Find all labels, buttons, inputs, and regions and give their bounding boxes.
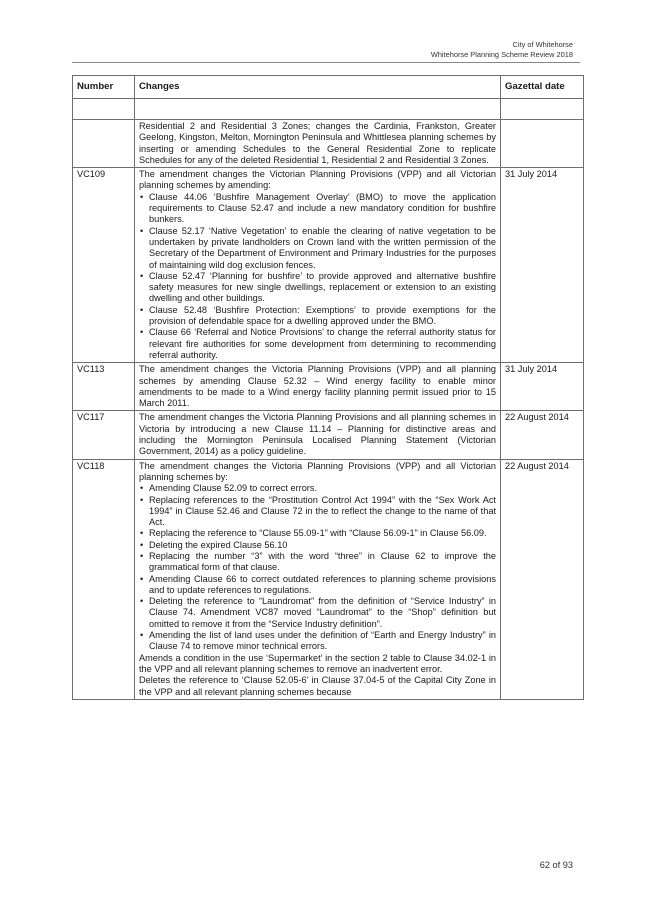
changes-list [139,192,496,361]
gazettal-date: 22 August 2014 [501,411,584,459]
table-row-vc118 [73,459,584,699]
list-item: • Replacing references to the “Prostitution Control Act 1994” with the “Sex Work Act 1994” in Clause 52.46 and Clause 72 in the to reflect the change to the name of that Act. [139,495,496,529]
table-row [73,120,584,168]
changes-cell: The amendment changes the Victoria Planning Provisions (VPP) and all planning schemes by amending Clause 52.32 – Wind energy facility to enable minor amendments to be made to a Wind energy facility planning permit issued prior to 15 March 2011. [135,363,501,411]
amendment-number: VC118 [73,459,135,699]
list-item: • Replacing the reference to “Clause 55.09-1” with “Clause 56.09-1” in Clause 56.09. [139,528,496,539]
changes-intro: The amendment changes the Victorian Planning Provisions (VPP) and all Victorian planning schemes by amending: [139,169,496,191]
list-item: • Clause 52.47 ‘Planning for bushfire’ to provide approved and alternative bushfire safety measures for new single dwellings, replacement or extension to an existing dwelling and other buildings. [139,271,496,305]
list-item: • Clause 44.06 ‘Bushfire Management Overlay’ (BMO) to move the application requirements to Clause 52.47 and include a new mandatory condition for bushfire bunkers. [139,192,496,226]
amendment-number: VC117 [73,411,135,459]
table-header-spacer-row [73,99,584,120]
amendment-number: VC109 [73,168,135,363]
table-row-vc109 [73,168,584,363]
amendments-table [72,75,584,700]
gazettal-date: 22 August 2014 [501,459,584,699]
changes-cell [135,168,501,363]
table-row-vc117 [73,411,584,459]
changes-paragraph: Deletes the reference to ‘Clause 52.05-6’ in Clause 37.04-5 of the Capital City Zone in the VPP and all relevant planning schemes because [139,675,496,697]
list-item: • Clause 52.17 ‘Native Vegetation’ to enable the clearing of native vegetation to be undertaken by private landholders on Crown land with the written permission of the Secretary of the Department of Environment and Primary Industries for the purposes of maintaining wild dog exclusion fences. [139,226,496,271]
column-header-changes: Changes [135,76,501,99]
list-item: • Replacing the number “3” with the word “three” in Clause 62 to improve the grammatical form of that clause. [139,551,496,574]
header-organisation: City of Whitehorse [512,40,573,49]
changes-intro: The amendment changes the Victoria Planning Provisions (VPP) and all Victorian planning schemes by: [139,460,496,482]
page-number: 62 of 93 [539,860,573,870]
amendment-number: VC113 [73,363,135,411]
list-item: • Clause 66 ‘Referral and Notice Provisions’ to change the referral authority status for relevant fire authorities for some development from determining to recommending referral authority. [139,327,496,361]
list-item: • Deleting the reference to “Laundromat” from the definition of “Service Industry” in Clause 74. Amendment VC87 moved “Laundromat” to the “Shop” definition but omitted to remove it from the “Service Industry definition”. [139,596,496,630]
list-item: • Amending Clause 66 to correct outdated references to planning scheme provisions and to update references to regulations. [139,574,496,597]
header-document-title: Whitehorse Planning Scheme Review 2018 [430,50,573,59]
changes-cell: Residential 2 and Residential 3 Zones; changes the Cardinia, Frankston, Greater Geelong, Kingston, Melton, Mornington Peninsula and Whittlesea planning schemes by inserting or amending Schedules to the General Residential Zone to replicate Schedules for any of the deleted Residential 1, Residential 2 and Residential 3 Zones. [135,120,501,168]
changes-list [139,483,496,652]
changes-paragraph: Amends a condition in the use ‘Supermarket’ in the section 2 table to Clause 34.02-1 in the VPP and all relevant planning schemes to remove an inadvertent error. [139,652,496,674]
header-divider [72,62,580,63]
changes-cell [135,459,501,699]
list-item: • Amending the list of land uses under the definition of “Earth and Energy Industry” in Clause 74 to remove minor technical errors. [139,630,496,653]
column-header-number: Number [73,76,135,99]
list-item: • Clause 52.48 ‘Bushfire Protection: Exemptions’ to provide exemptions for the provision of defendable space for a dwelling approved under the BMO. [139,305,496,328]
table-header-row [73,76,584,99]
gazettal-date: 31 July 2014 [501,168,584,363]
page-header [431,40,573,60]
column-header-gazettal-date: Gazettal date [501,76,584,99]
changes-cell: The amendment changes the Victoria Planning Provisions and all planning schemes in Victoria by introducing a new Clause 11.14 – Planning for distinctive areas and including the Mornington Peninsula Localised Planning Statement (Victorian Government, 2014) as a policy guideline. [135,411,501,459]
table-row-vc113 [73,363,584,411]
gazettal-date: 31 July 2014 [501,363,584,411]
list-item: • Deleting the expired Clause 56.10 [139,540,496,551]
list-item: • Amending Clause 52.09 to correct errors. [139,483,496,494]
